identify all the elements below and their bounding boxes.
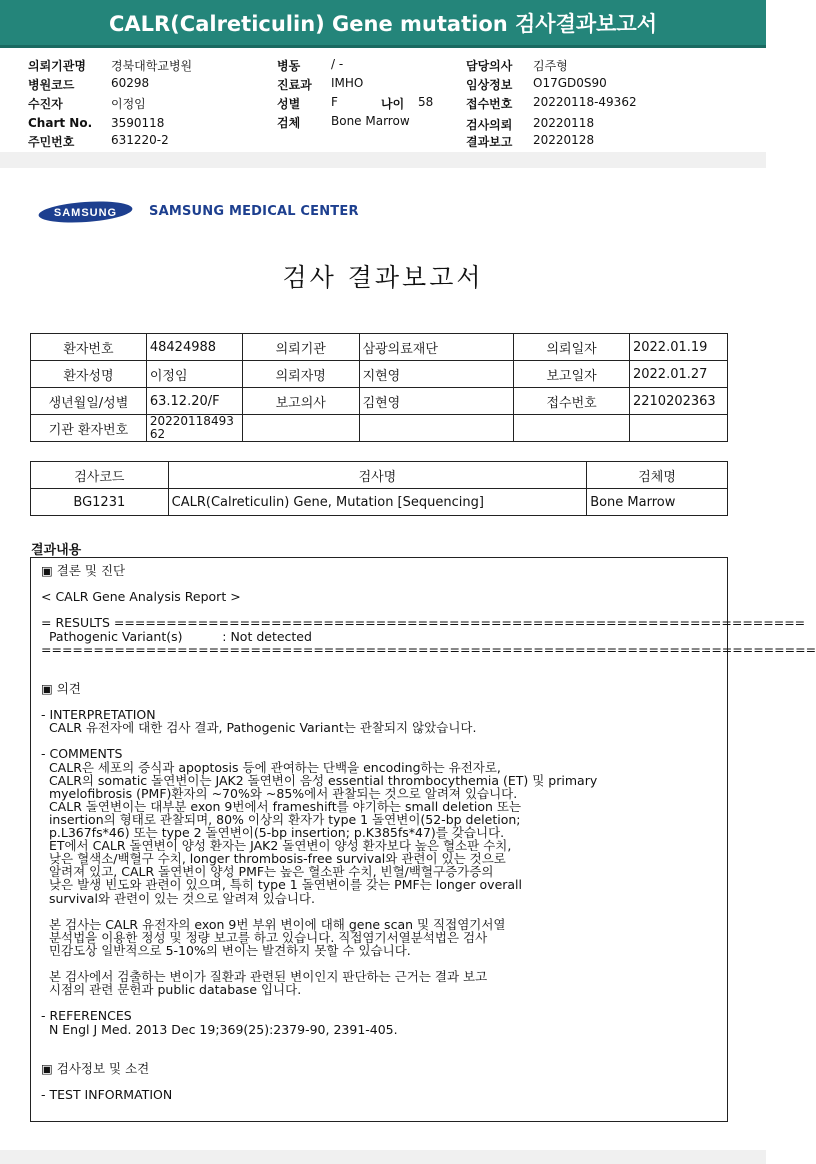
samsung-logo-text: SAMSUNG	[53, 207, 118, 219]
result-line: - TEST INFORMATION	[41, 1087, 173, 1102]
header-label: 수진자	[28, 97, 63, 111]
header-value: 631220-2	[111, 133, 169, 147]
table-row	[31, 415, 728, 442]
header-value: O17GD0S90	[533, 76, 607, 90]
result-line: N Engl J Med. 2013 Dec 19;369(25):2379-90, 2391-405.	[41, 1021, 398, 1037]
table-cell-empty	[359, 415, 514, 442]
result-line: 낮은 혈색소/백혈구 수치, longer thrombosis-free survival와 관련이 있는 것으로	[41, 851, 506, 867]
result-line: 본 검사에서 검출하는 변이가 질환과 관련된 변이인지 판단하는 근거는 결과 보고	[41, 969, 488, 985]
test-info-table	[30, 461, 728, 516]
result-line: ▣ 검사정보 및 소견	[41, 1060, 150, 1076]
table-cell-value: 48424988	[146, 334, 242, 361]
result-line: ▣ 의견	[41, 680, 81, 696]
header-value: 경북대학교병원	[111, 59, 193, 73]
header-value: 20220128	[533, 133, 595, 147]
header-value: / -	[331, 57, 344, 71]
result-line: insertion의 형태로 관찰되며, 80% 이상의 환자가 type 1 돌연변이(52-bp deletion;	[41, 811, 521, 827]
samsung-logo-ellipse	[38, 200, 133, 224]
result-line: p.L367fs*46) 또는 type 2 돌연변이(5-bp insertion; p.K385fs*47)를 갖습니다.	[41, 825, 505, 840]
result-line: ▣ 결론 및 진단	[41, 563, 126, 578]
header-label: 검체	[277, 116, 301, 130]
table-row	[31, 361, 728, 388]
header-value: IMHO	[331, 76, 364, 90]
result-line: = RESULTS ==================================================================	[41, 615, 806, 631]
result-content-box	[30, 557, 816, 1122]
footer-band	[0, 1150, 766, 1164]
header-label: 접수번호	[466, 97, 513, 111]
result-line: < CALR Gene Analysis Report >	[41, 589, 241, 605]
header-label: 성별	[277, 97, 301, 111]
result-line: survival와 관련이 있는 것으로 알려져 있습니다.	[41, 890, 315, 906]
result-line: 낮은 발생 빈도와 관련이 있으며, 특히 type 1 돌연변이를 갖는 PMF는 longer overall	[41, 877, 523, 893]
result-line: ==========================================================================	[41, 641, 816, 657]
inst-patient-no-line1: 20220118493	[149, 414, 234, 428]
header-label: 주민번호	[28, 135, 75, 149]
result-line: CALR 유전자에 대한 검사 결과, Pathogenic Variant는 관찰되지 않았습니다.	[41, 720, 477, 736]
table-cell-label: 의뢰자명	[242, 361, 359, 388]
table-cell-label: 기관 환자번호	[31, 415, 147, 442]
header-label: 병동	[277, 59, 301, 73]
table-header-row	[31, 462, 728, 489]
table-cell-value: 삼광의료재단	[359, 334, 514, 361]
table-cell-value: 2022.01.27	[629, 361, 727, 388]
header-value: 20220118	[533, 116, 595, 130]
header-label: 담당의사	[466, 59, 513, 73]
table-cell-value: 2022.01.19	[629, 334, 727, 361]
header-value: F	[331, 95, 338, 109]
samsung-logo	[38, 200, 133, 224]
table-cell-value: 김현영	[359, 388, 514, 415]
medical-center-name: SAMSUNG MEDICAL CENTER	[149, 204, 359, 219]
header-value: 20220118-49362	[533, 95, 637, 109]
result-line: ET에서 CALR 돌연변이 양성 환자는 JAK2 돌연변이 양성 환자보다 높은 혈소판 수치,	[41, 838, 512, 854]
table-cell-value: 2210202363	[629, 388, 727, 415]
table-cell-label: 보고일자	[514, 361, 630, 388]
table-cell-label: 환자성명	[31, 361, 147, 388]
table-cell-label: 의뢰일자	[514, 334, 630, 361]
table-cell-value: Bone Marrow	[587, 489, 728, 516]
result-line: - REFERENCES	[41, 1008, 132, 1024]
header-value: 60298	[111, 76, 150, 90]
header-label: 나이	[381, 97, 405, 111]
result-line: 알려져 있고, CALR 돌연변이 양성 PMF는 높은 혈소판 수치, 빈혈/백혈구증가증의	[41, 864, 494, 880]
inst-patient-no-line2: 62	[149, 427, 166, 441]
table-row	[31, 388, 728, 415]
table-cell-value	[146, 415, 242, 442]
header-label: Chart No.	[28, 116, 93, 130]
header-label: 결과보고	[466, 135, 513, 149]
result-line: Pathogenic Variant(s) : Not detected	[41, 628, 312, 644]
header-label: 임상정보	[466, 78, 513, 92]
table-cell-value: 지현영	[359, 361, 514, 388]
table-cell-empty	[514, 415, 630, 442]
table-cell-label: 환자번호	[31, 334, 147, 361]
report-title: CALR(Calreticulin) Gene mutation 검사결과보고서	[0, 0, 766, 48]
table-cell-empty	[242, 415, 359, 442]
result-line: - INTERPRETATION	[41, 707, 156, 723]
header-label: 검사의뢰	[466, 118, 513, 132]
header-separator	[0, 152, 766, 168]
table-cell-value: CALR(Calreticulin) Gene, Mutation [Sequencing]	[168, 489, 587, 516]
header-label: 진료과	[277, 78, 312, 92]
patient-info-table	[30, 333, 728, 442]
header-value: 3590118	[111, 116, 165, 130]
header-value: 58	[418, 95, 434, 109]
table-row	[31, 334, 728, 361]
document-title: 검사 결과보고서	[282, 263, 484, 292]
result-line: 시점의 관련 문헌과 public database 입니다.	[41, 982, 302, 998]
result-line: 분석법을 이용한 정성 및 정량 보고를 하고 있습니다. 직접염기서열분석법은 검사	[41, 929, 488, 945]
header-label: 병원코드	[28, 78, 75, 92]
header-value: 김주형	[533, 59, 568, 73]
table-cell-label: 의뢰기관	[242, 334, 359, 361]
table-cell-label: 접수번호	[514, 388, 630, 415]
result-line: - COMMENTS	[41, 746, 123, 762]
header-value: Bone Marrow	[331, 114, 410, 128]
table-cell-value: 63.12.20/F	[146, 388, 242, 415]
header-value: 이정임	[111, 97, 146, 111]
table-cell-empty	[629, 415, 727, 442]
result-line: 본 검사는 CALR 유전자의 exon 9번 부위 변이에 대해 gene scan 및 직접염기서열	[41, 916, 506, 932]
table-row	[31, 489, 728, 516]
result-line: myelofibrosis (PMF)환자의 ~70%와 ~85%에서 관찰되는 것으로 알려져 있습니다.	[41, 785, 518, 801]
result-line: 민감도상 일반적으로 5-10%의 변이는 발견하지 못할 수 있습니다.	[41, 942, 411, 958]
table-cell-value: BG1231	[31, 489, 169, 516]
result-section-label: 결과내용	[31, 543, 82, 558]
result-line: CALR의 somatic 돌연변이는 JAK2 돌연변이 음성 essential thrombocythemia (ET) 및 primary	[41, 772, 598, 788]
table-header-cell: 검체명	[587, 462, 728, 489]
table-cell-value: 이정임	[146, 361, 242, 388]
table-header-cell: 검사코드	[31, 462, 169, 489]
header-label: 의뢰기관명	[28, 59, 86, 73]
table-header-cell: 검사명	[168, 462, 587, 489]
result-line: CALR 돌연변이는 대부분 exon 9번에서 frameshift를 야기하는 small deletion 또는	[41, 798, 522, 814]
table-cell-label: 생년월일/성별	[31, 388, 147, 415]
request-info-header	[0, 48, 766, 152]
result-line: CALR은 세포의 증식과 apoptosis 등에 관여하는 단백을 encoding하는 유전자로,	[41, 759, 501, 775]
table-cell-label: 보고의사	[242, 388, 359, 415]
